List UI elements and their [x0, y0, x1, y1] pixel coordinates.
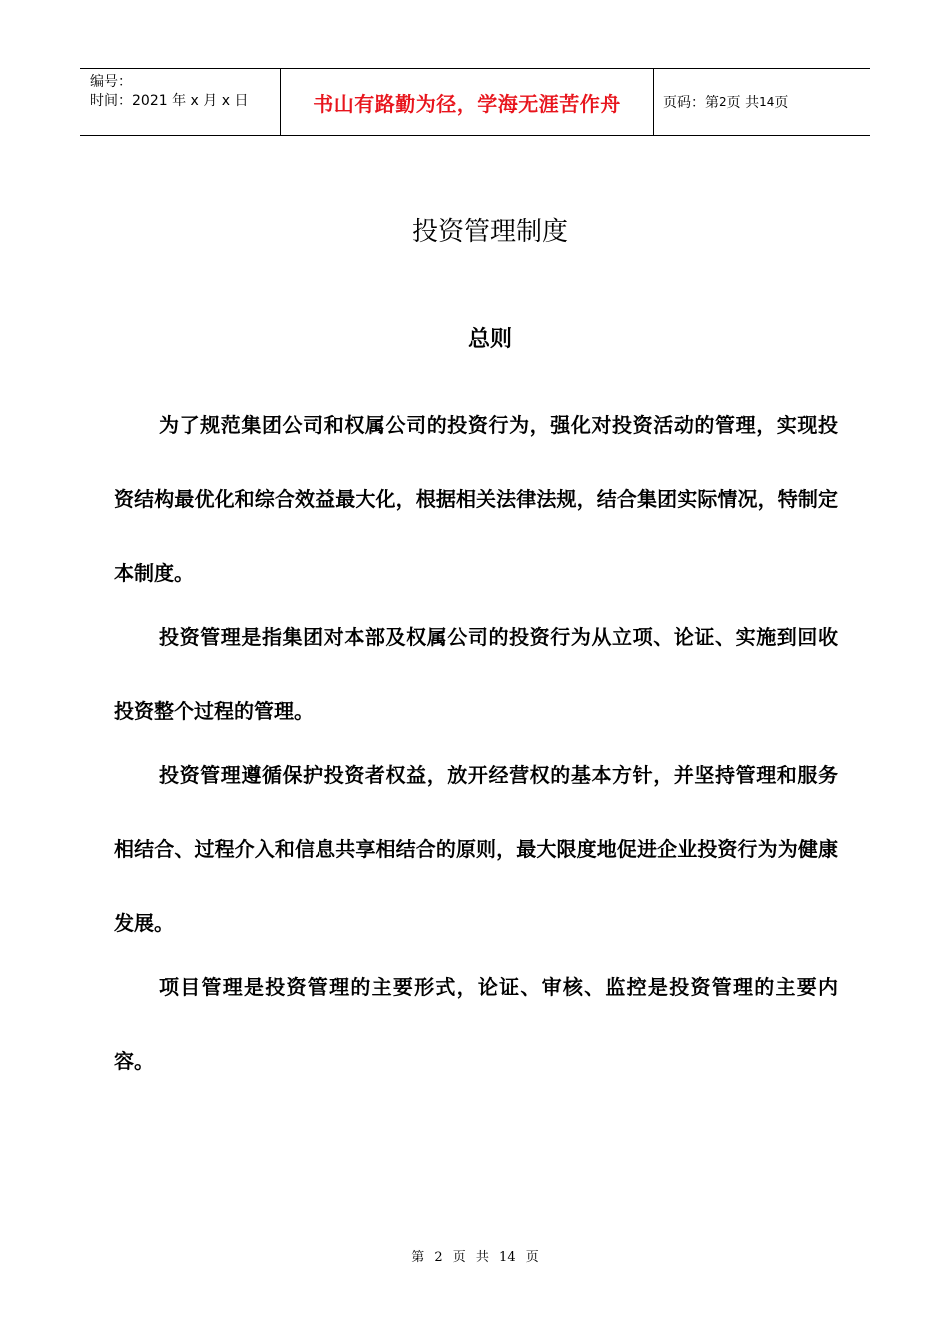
document-time-label: 时间：2021 年 x 月 x 日: [90, 93, 249, 109]
paragraph-3: 投资管理遵循保护投资者权益，放开经营权的基本方针，并坚持管理和服务相结合、过程介入和信息共享相结合的原则，最大限度地促进企业投资行为为健康发展。: [114, 763, 838, 935]
page-total: 14: [759, 95, 775, 109]
header-meta-cell: [80, 69, 281, 135]
header-motto: 书山有路勤为径，学海无涯苦作舟: [281, 69, 654, 135]
page-mid: 页 共: [726, 95, 760, 111]
paragraph-1: 为了规范集团公司和权属公司的投资行为，强化对投资活动的管理，实现投资结构最优化和综合效益最大化，根据相关法律法规，结合集团实际情况，特制定本制度。: [114, 413, 838, 585]
header-page-indicator: [654, 69, 870, 135]
paragraph-2: 投资管理是指集团对本部及权属公司的投资行为从立项、论证、实施到回收投资整个过程的管理。: [114, 625, 838, 723]
page-prefix: 页码：第: [663, 95, 719, 111]
page-suffix: 页: [774, 95, 789, 111]
document-number-label: 编号：: [90, 74, 132, 90]
page-current: 2: [719, 95, 727, 109]
document-title: 投资管理制度: [411, 217, 568, 247]
section-title: 总则: [467, 327, 512, 352]
page-header: [80, 68, 870, 136]
page-footer: 第 2 页 共 14 页: [411, 1250, 539, 1265]
paragraph-4: 项目管理是投资管理的主要形式，论证、审核、监控是投资管理的主要内容。: [114, 975, 838, 1073]
